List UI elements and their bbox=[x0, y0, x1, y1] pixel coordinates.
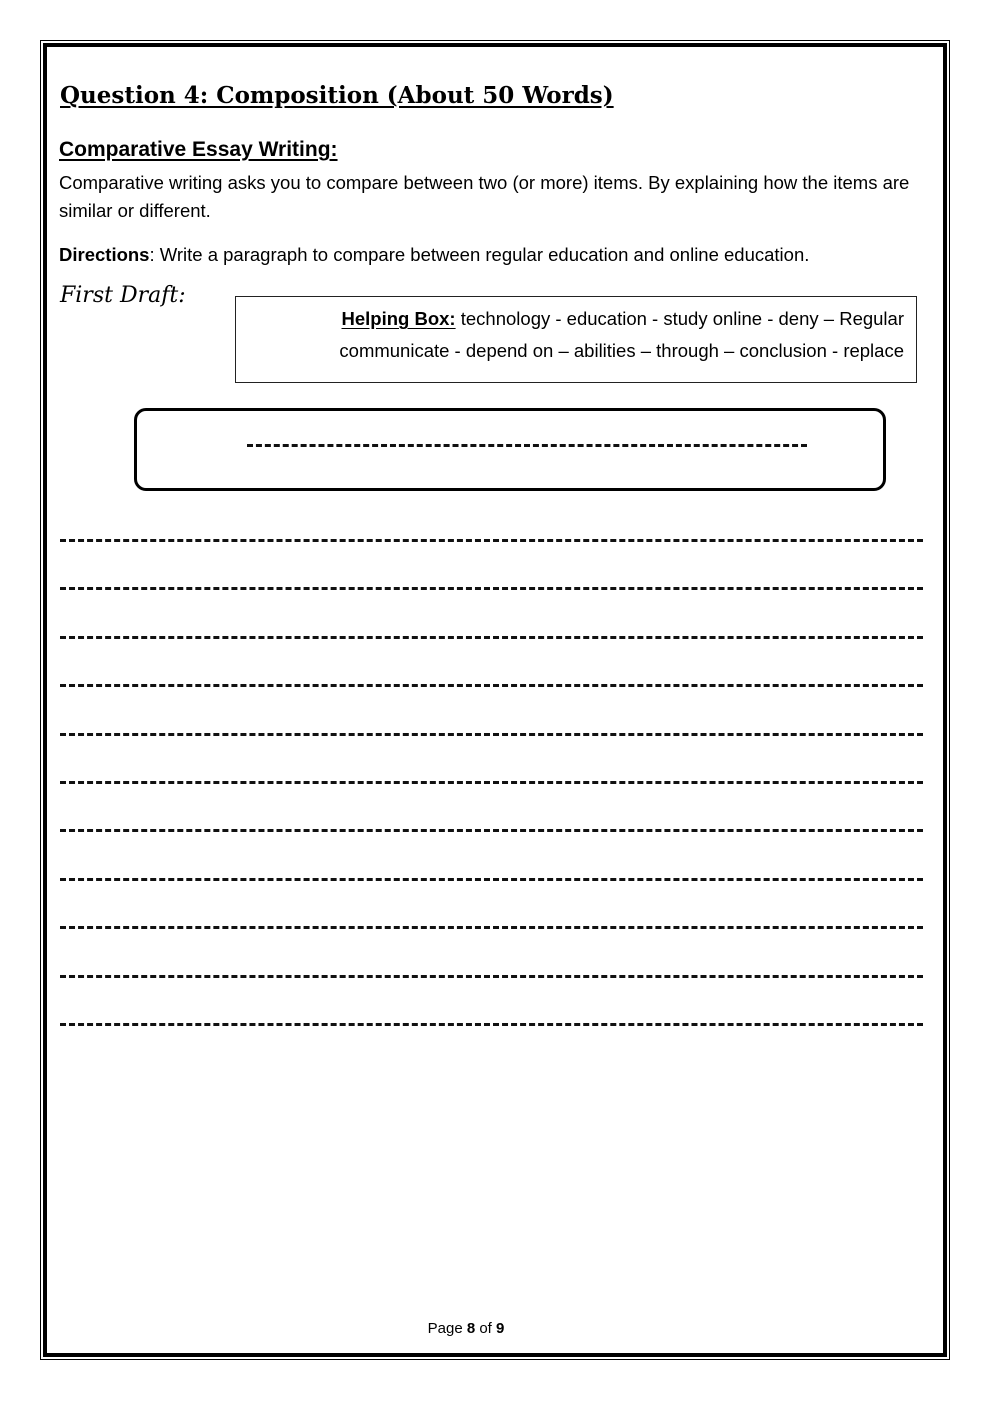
writing-line[interactable] bbox=[60, 1023, 923, 1026]
writing-line[interactable] bbox=[60, 781, 923, 784]
helping-box-line-1 bbox=[248, 303, 904, 335]
writing-line[interactable] bbox=[60, 636, 923, 639]
total-pages: 9 bbox=[496, 1320, 505, 1337]
writing-line[interactable] bbox=[60, 539, 923, 542]
writing-line[interactable] bbox=[60, 878, 923, 881]
question-title: Question 4: Composition (About 50 Words) bbox=[60, 82, 614, 109]
directions bbox=[59, 241, 939, 269]
directions-text: : Write a paragraph to compare between regular education and online education. bbox=[149, 244, 810, 265]
page-number bbox=[0, 1320, 932, 1337]
current-page: 8 bbox=[466, 1320, 476, 1337]
directions-label: Directions bbox=[59, 244, 150, 265]
helping-box-line-2: communicate - depend on – abilities – through – conclusion - replace bbox=[339, 340, 904, 361]
writing-line[interactable] bbox=[60, 684, 923, 687]
writing-line[interactable] bbox=[60, 829, 923, 832]
writing-line[interactable] bbox=[60, 733, 923, 736]
section-heading: Comparative Essay Writing: bbox=[59, 138, 338, 161]
writing-line[interactable] bbox=[60, 926, 923, 929]
helping-box-label: Helping Box: bbox=[341, 308, 456, 329]
essay-title-line[interactable] bbox=[247, 444, 807, 447]
writing-line[interactable] bbox=[60, 975, 923, 978]
intro-paragraph: Comparative writing asks you to compare between two (or more) items. By explaining how the items are similar or different. bbox=[59, 172, 910, 221]
essay-title-box[interactable] bbox=[134, 408, 886, 491]
helping-box bbox=[235, 296, 917, 383]
of-word: of bbox=[475, 1320, 497, 1337]
helping-box-words-1: technology - education - study online - deny – Regular bbox=[455, 308, 904, 329]
first-draft-label: First Draft: bbox=[60, 283, 186, 308]
writing-line[interactable] bbox=[60, 587, 923, 590]
page-word: Page bbox=[427, 1320, 467, 1337]
